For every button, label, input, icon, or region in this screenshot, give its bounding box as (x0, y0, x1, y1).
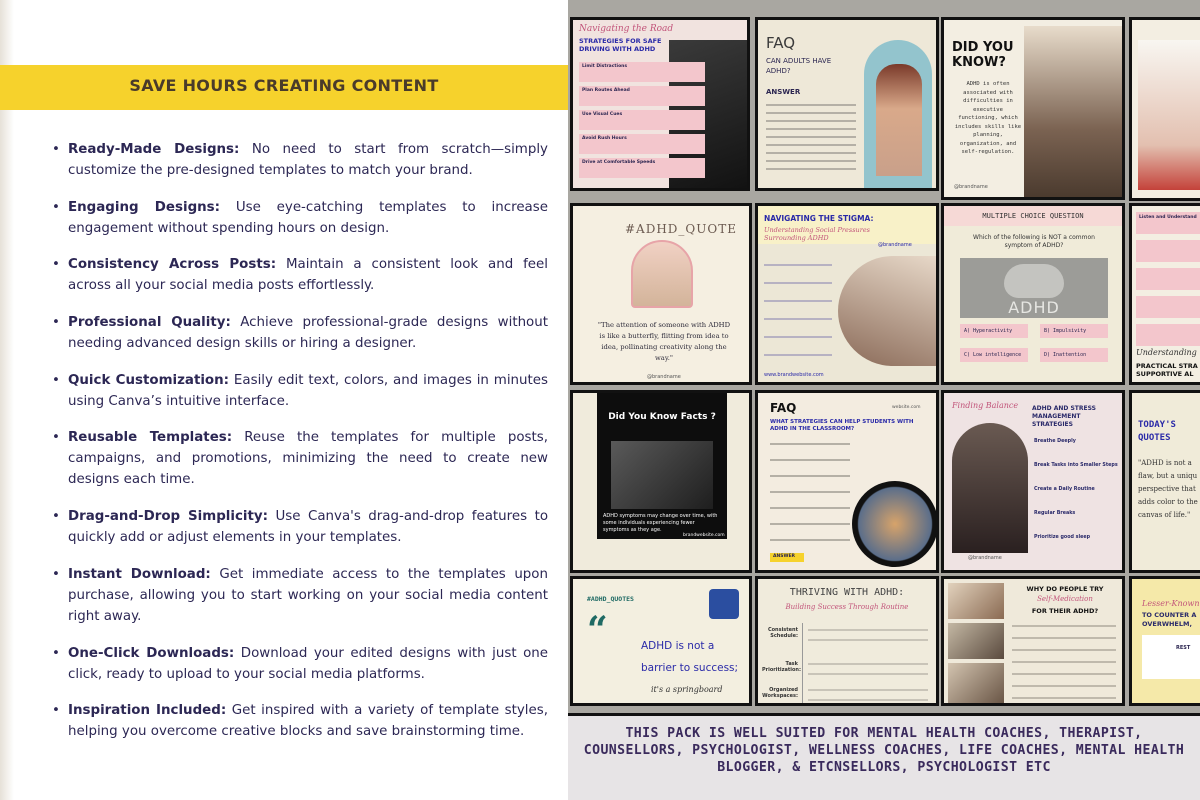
feature-item (52, 427, 548, 490)
feature-title: Engaging Designs: (68, 199, 221, 215)
feature-title: Instant Download: (68, 566, 211, 582)
feature-item (52, 700, 548, 742)
card-script: Understanding (1136, 348, 1197, 357)
girl-photo (631, 240, 693, 308)
strategy-box: Limit Distractions (579, 62, 705, 82)
tag-box: ANSWER (770, 553, 804, 562)
feature-text: No need to start from scratch—simply customize the pre-designed templates to match your brand. (68, 142, 548, 178)
template-card-adhd-quotes (570, 576, 752, 706)
feature-text: Maintain a consistent look and feel across all your social media posts effortlessly. (68, 257, 548, 294)
worried-photo (838, 256, 936, 366)
feature-title: One-Click Downloads: (68, 645, 235, 661)
faq-label: FAQ (766, 34, 796, 52)
support-box (1136, 240, 1200, 262)
drink-photo (948, 663, 1004, 703)
card-title: #ADHD_QUOTE (625, 222, 737, 236)
template-card-quote (570, 203, 752, 385)
answer-label: ANSWER (766, 88, 801, 96)
card-script: it's a springboard (651, 685, 723, 694)
card-title: PRACTICAL STRA SUPPORTIVE AL (1136, 362, 1198, 378)
card-title: ADHD AND STRESS MANAGEMENT STRATEGIES (1032, 405, 1096, 428)
card-title: THRIVING WITH ADHD: (789, 587, 905, 598)
faq-question: CAN ADULTS HAVE ADHD? (766, 57, 832, 75)
audience-text: THIS PACK IS WELL SUITED FOR MENTAL HEALTH COACHES, THERAPIST, COUNSELLORS, PSYCHOLOGIST, WELLNESS COACHES, LIFE COACHES, MENTAL HEALTH BLOGGER, & ETCNSELLORS, PSYCHOLOGIST ETC (583, 726, 1185, 775)
card-script: Building Success Through Routine (785, 603, 909, 611)
closet-photo (1024, 26, 1124, 198)
feature-text: Use Canva's drag-and-drop features to quickly add or adjust elements in your templates. (68, 509, 549, 546)
feature-text: Get immediate access to the templates upon purchase, allowing you to start working on your social media content right away. (68, 566, 548, 624)
card-title: WHY DO PEOPLE TRY (1026, 585, 1104, 593)
support-box: Listen and Understand (1136, 212, 1200, 234)
card-quote: "The attention of someone with ADHD is like a butterfly, flitting from idea to idea, pollinating creativity along the way." (597, 321, 731, 362)
feature-item (52, 139, 548, 181)
feature-text: Use eye-catching templates to increase engagement without spending hours on design. (68, 199, 548, 236)
books-icon (709, 589, 739, 619)
feature-title: Reusable Templates: (68, 430, 233, 446)
food-photo (948, 623, 1004, 659)
template-card-driving (570, 17, 750, 191)
card-script: Lesser-Known (1142, 599, 1200, 608)
feature-text: Reuse the templates for multiple posts, campaigns, and promotions, minimizing the need to create new designs each time. (68, 430, 548, 488)
card-script: Self-Medication (1037, 595, 1093, 603)
card-handle: @brandname (968, 555, 1002, 561)
option-b: B) Impulsivity (1040, 324, 1108, 338)
feature-title: Consistency Across Posts: (68, 257, 277, 273)
stressed-woman-photo (952, 423, 1028, 553)
feature-item (52, 564, 548, 627)
template-card-partial-support (1129, 203, 1200, 385)
card-title: MULTIPLE CHOICE QUESTION (982, 212, 1084, 220)
coffee-photo (948, 583, 1004, 619)
brain-icon (1004, 264, 1064, 298)
card-script: Navigating the Road (579, 24, 674, 34)
card-site: brandwebsite.com (683, 533, 725, 538)
support-box (1136, 324, 1200, 346)
feature-item (52, 643, 548, 685)
feature-text: Easily edit text, colors, and images in minutes using Canva’s intuitive interface. (68, 372, 548, 409)
card-title: NAVIGATING THE STIGMA: (764, 214, 874, 223)
support-box (1136, 268, 1200, 290)
card-handle: @brandname (878, 242, 912, 248)
template-card-faq-classroom (755, 390, 939, 573)
feature-item (52, 197, 548, 239)
template-card-did-you-know (941, 17, 1125, 200)
strategy-box: Plan Routes Ahead (579, 86, 705, 106)
faq-question: WHAT STRATEGIES CAN HELP STUDENTS WITH ADHD IN THE CLASSROOM? (770, 419, 914, 432)
card-body: ADHD is often associated with difficulties in executive functioning, which includes skills like planning, organization, and self-regulation. (954, 81, 1022, 155)
stress-item: Prioritize good sleep (1034, 535, 1091, 540)
feature-title: Ready-Made Designs: (68, 142, 240, 157)
feature-text: Download your edited designs with just one click, ready to upload to your social media platforms. (68, 645, 548, 682)
card-title: TO COUNTER A OVERWHELM, (1142, 611, 1197, 628)
support-box (1136, 296, 1200, 318)
routine-label: Task Prioritization: (762, 661, 801, 673)
card-subtitle: FOR THEIR ADHD? (1031, 607, 1099, 615)
stress-item: Create a Daily Routine (1034, 487, 1095, 492)
feature-item (52, 312, 548, 354)
stress-item: Breathe Deeply (1034, 439, 1076, 444)
card-quote: "ADHD is not a flaw, but a uniqu perspective that adds color to the canvas of life." (1138, 459, 1198, 519)
feature-title: Inspiration Included: (68, 703, 227, 719)
quote-mark-icon: “ (587, 609, 608, 651)
child-photo (1138, 40, 1200, 190)
card-handle: @brandname (954, 184, 988, 190)
stress-item: Break Tasks into Smaller Steps (1034, 463, 1118, 468)
card-title: Did You Know Facts ? (608, 412, 716, 422)
template-card-multiple-choice (941, 203, 1125, 385)
option-d: D) Inattention (1040, 348, 1108, 362)
feature-title: Professional Quality: (68, 315, 231, 331)
card-title: STRATEGIES FOR SAFE DRIVING WITH ADHD (579, 37, 662, 53)
feature-item (52, 254, 548, 296)
card-script: Understanding Social Pressures Surrounding ADHD (764, 226, 871, 242)
template-card-facts (570, 390, 752, 573)
feature-list (52, 139, 548, 758)
template-collage (568, 0, 1200, 800)
feature-text: Get inspired with a variety of template styles, helping you overcome creative blocks and save brainstorming time. (68, 703, 548, 740)
strategy-box: Use Visual Cues (579, 110, 705, 130)
card-question: Which of the following is NOT a common symptom of ADHD? (973, 234, 1095, 249)
card-handle: @brandname (647, 374, 681, 380)
card-quote: ADHD is not a barrier to success; (641, 640, 739, 674)
faq-label: FAQ (770, 401, 797, 415)
template-card-stress (941, 390, 1125, 573)
template-card-partial-overwhelm (1129, 576, 1200, 706)
card-title: TODAY'S QUOTES (1138, 420, 1176, 443)
tip-box: REST (1142, 635, 1200, 679)
template-card-stigma (755, 203, 939, 385)
strategy-box: Avoid Rush Hours (579, 134, 705, 154)
template-card-thriving (755, 576, 939, 706)
routine-label: Organized Workspaces: (762, 687, 798, 699)
banner-title: SAVE HOURS CREATING CONTENT (129, 76, 439, 95)
template-card-todays-quotes (1129, 390, 1200, 573)
brain-label: ADHD (1008, 298, 1060, 317)
feature-item (52, 370, 548, 412)
feature-title: Quick Customization: (68, 372, 230, 388)
feature-panel (0, 0, 568, 800)
feature-title: Drag-and-Drop Simplicity: (68, 509, 268, 525)
strategy-box: Drive at Comfortable Speeds (579, 158, 705, 178)
feature-text: Achieve professional-grade designs without needing advanced design skills or hiring a designer. (68, 315, 548, 352)
routine-label: Consistent Schedule: (767, 627, 798, 639)
woman-bw-photo (611, 441, 713, 509)
card-site: website.com (892, 405, 921, 410)
template-card-self-medication (941, 576, 1125, 706)
option-a: A) Hyperactivity (960, 324, 1028, 338)
card-title: DID YOU KNOW? (952, 40, 1014, 70)
woman-figure (876, 64, 922, 176)
card-title: #ADHD_QUOTES (587, 595, 634, 603)
card-body: ADHD symptoms may change over time, with some individuals experiencing fewer symptoms as they age. (603, 513, 718, 533)
template-card-faq-adults (755, 17, 939, 191)
edge-shadow (0, 0, 14, 800)
option-c: C) Low intelligence (960, 348, 1028, 362)
card-script: Finding Balance (952, 401, 1019, 410)
stress-item: Regular Breaks (1034, 511, 1076, 516)
template-card-partial-child (1129, 17, 1200, 201)
card-site: www.brandwebsite.com (764, 372, 824, 378)
classroom-photo (852, 481, 938, 567)
feature-item (52, 506, 548, 548)
